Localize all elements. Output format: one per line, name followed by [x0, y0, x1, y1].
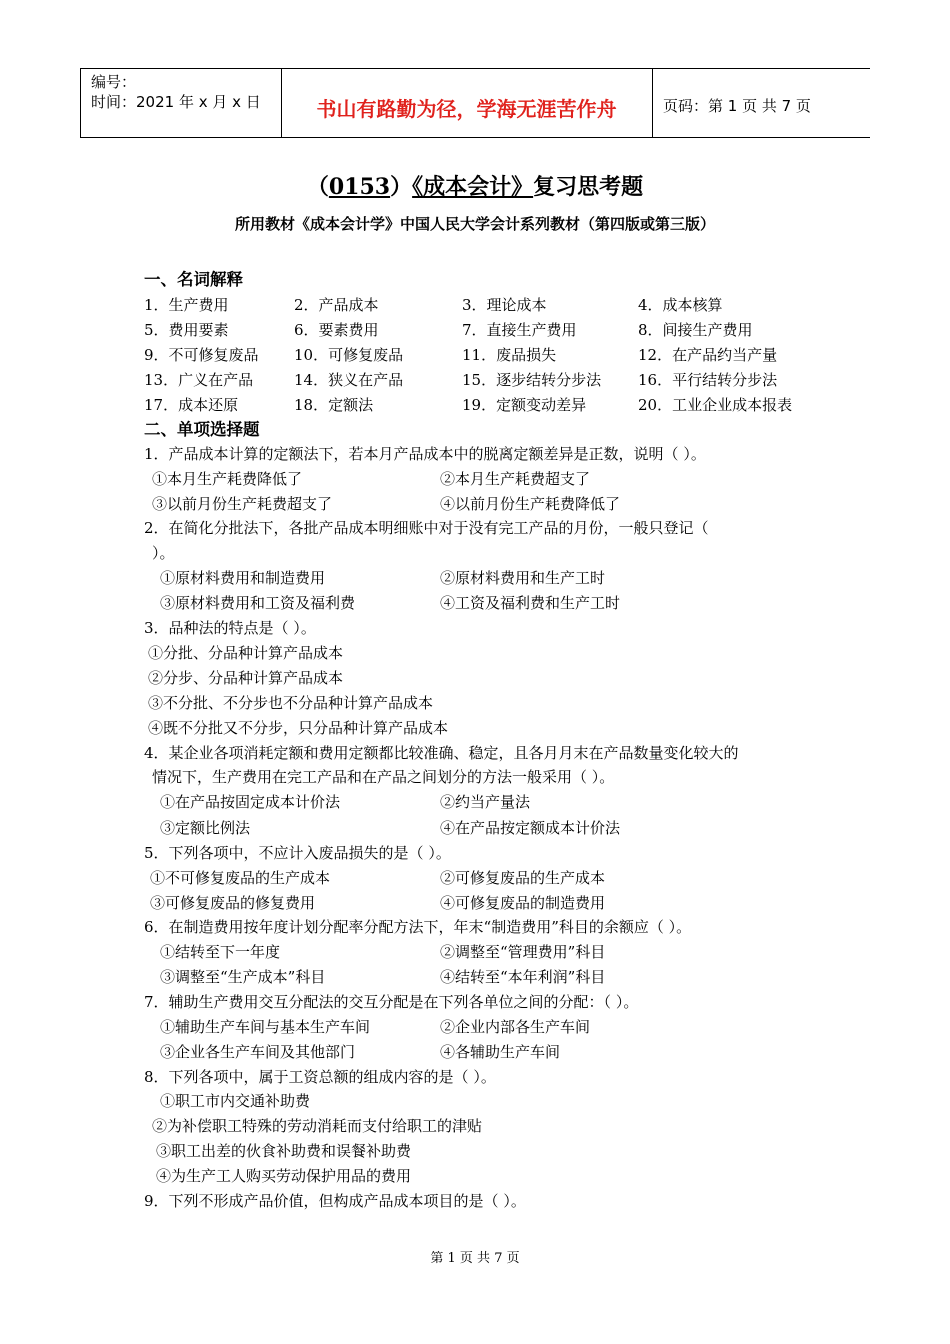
- question-7: 7．辅助生产费用交互分配法的交互分配是在下列各单位之间的分配：（ ）。: [144, 993, 639, 1011]
- term-item: 4．成本核算: [638, 296, 723, 314]
- option-item: ②调整至“管理费用”科目: [440, 943, 606, 961]
- date-label: 时间：2021 年 x 月 x 日: [91, 93, 261, 111]
- option-item: ④可修复废品的制造费用: [440, 894, 606, 912]
- option-item: ②分步、分品种计算产品成本: [148, 669, 344, 687]
- term-item: 15．逐步结转分步法: [462, 371, 602, 389]
- option-item: ②原材料费用和生产工时: [440, 569, 606, 587]
- page-number-label: 页码：第 1 页 共 7 页: [663, 97, 811, 115]
- term-item: 20．工业企业成本报表: [638, 396, 793, 414]
- term-item: 14．狭义在产品: [294, 371, 404, 389]
- option-item: ③以前月份生产耗费超支了: [152, 495, 333, 513]
- question-3: 3．品种法的特点是（ ）。: [144, 619, 316, 637]
- motto-text: 书山有路勤为径，学海无涯苦作舟: [316, 97, 617, 121]
- document-header: [80, 68, 870, 138]
- term-row: [144, 394, 824, 419]
- option-item: ④为生产工人购买劳动保护用品的费用: [156, 1167, 412, 1185]
- question-9: 9．下列不形成产品价值，但构成产品成本项目的是（ ）。: [144, 1192, 526, 1210]
- term-item: 1．生产费用: [144, 296, 229, 314]
- term-item: 18．定额法: [294, 396, 374, 414]
- option-item: ④各辅助生产车间: [440, 1043, 561, 1061]
- option-item: ①分批、分品种计算产品成本: [148, 644, 344, 662]
- term-item: 6．要素费用: [294, 321, 379, 339]
- option-item: ②企业内部各生产车间: [440, 1018, 591, 1036]
- option-item: ③可修复废品的修复费用: [150, 894, 316, 912]
- term-row: [144, 319, 824, 344]
- option-item: ③定额比例法: [160, 819, 251, 837]
- question-5: 5．下列各项中，不应计入废品损失的是（ ）。: [144, 844, 451, 862]
- term-item: 8．间接生产费用: [638, 321, 753, 339]
- term-item: 16．平行结转分步法: [638, 371, 778, 389]
- header-page-cell: [653, 69, 870, 137]
- term-item: 5．费用要素: [144, 321, 229, 339]
- question-2-cont: ）。: [152, 544, 175, 562]
- term-row: [144, 369, 824, 394]
- question-8: 8．下列各项中，属于工资总额的组成内容的是（ ）。: [144, 1068, 496, 1086]
- option-item: ④工资及福利费和生产工时: [440, 594, 621, 612]
- option-item: ①原材料费用和制造费用: [160, 569, 326, 587]
- option-item: ③企业各生产车间及其他部门: [160, 1043, 356, 1061]
- page-footer: 第 1 页 共 7 页: [430, 1251, 520, 1266]
- option-item: ①不可修复废品的生产成本: [150, 869, 331, 887]
- term-grid: [144, 294, 824, 419]
- question-4-cont: 情况下，生产费用在完工产品和在产品之间划分的方法一般采用（ ）。: [152, 768, 615, 786]
- option-item: ④以前月份生产耗费降低了: [440, 495, 621, 513]
- option-item: ③职工出差的伙食补助费和误餐补助费: [156, 1142, 412, 1160]
- section-heading-choice: 二、单项选择题: [144, 420, 260, 439]
- option-item: ①职工市内交通补助费: [160, 1092, 311, 1110]
- title-mid: ）: [390, 174, 413, 200]
- header-info-cell: [80, 69, 282, 137]
- option-item: ④在产品按定额成本计价法: [440, 819, 621, 837]
- option-item: ②本月生产耗费超支了: [440, 470, 591, 488]
- term-item: 3．理论成本: [462, 296, 547, 314]
- question-1: 1．产品成本计算的定额法下，若本月产品成本中的脱离定额差异是正数，说明（ ）。: [144, 445, 706, 463]
- document-title: [0, 170, 950, 201]
- option-item: ④既不分批又不分步，只分品种计算产品成本: [148, 719, 449, 737]
- term-item: 17．成本还原: [144, 396, 239, 414]
- term-item: 7．直接生产费用: [462, 321, 577, 339]
- question-2: 2．在简化分批法下，各批产品成本明细账中对于没有完工产品的月份，一般只登记（: [144, 519, 709, 537]
- question-4: 4．某企业各项消耗定额和费用定额都比较准确、稳定，且各月月末在产品数量变化较大的: [144, 744, 739, 762]
- document-subtitle: 所用教材《成本会计学》中国人民大学会计系列教材（第四版或第三版）: [234, 215, 715, 233]
- term-item: 12．在产品约当产量: [638, 346, 778, 364]
- option-item: ②可修复废品的生产成本: [440, 869, 606, 887]
- option-item: ③不分批、不分步也不分品种计算产品成本: [148, 694, 434, 712]
- section-heading-terms: 一、名词解释: [144, 270, 243, 289]
- option-item: ②约当产量法: [440, 793, 531, 811]
- question-6: 6．在制造费用按年度计划分配率分配方法下，年末“制造费用”科目的余额应（ ）。: [144, 918, 692, 936]
- course-name: 《成本会计》: [412, 174, 534, 200]
- term-row: [144, 294, 824, 319]
- term-item: 9．不可修复废品: [144, 346, 259, 364]
- option-item: ②为补偿职工特殊的劳动消耗而支付给职工的津贴: [152, 1117, 483, 1135]
- option-item: ③调整至“生产成本”科目: [160, 968, 326, 986]
- option-item: ①辅助生产车间与基本生产车间: [160, 1018, 371, 1036]
- term-item: 19．定额变动差异: [462, 396, 587, 414]
- term-item: 10．可修复废品: [294, 346, 404, 364]
- option-item: ①在产品按固定成本计价法: [160, 793, 341, 811]
- option-item: ③原材料费用和工资及福利费: [160, 594, 356, 612]
- term-item: 13．广义在产品: [144, 371, 254, 389]
- option-item: ①本月生产耗费降低了: [152, 470, 303, 488]
- number-label: 编号：: [91, 73, 137, 91]
- header-motto-cell: [281, 69, 653, 137]
- title-suffix: 复习思考题: [533, 174, 644, 200]
- course-code: 0153: [328, 174, 391, 200]
- term-item: 2．产品成本: [294, 296, 379, 314]
- title-prefix: （: [306, 174, 329, 200]
- option-item: ④结转至“本年利润”科目: [440, 968, 606, 986]
- term-item: 11．废品损失: [462, 346, 557, 364]
- option-item: ①结转至下一年度: [160, 943, 281, 961]
- term-row: [144, 344, 824, 369]
